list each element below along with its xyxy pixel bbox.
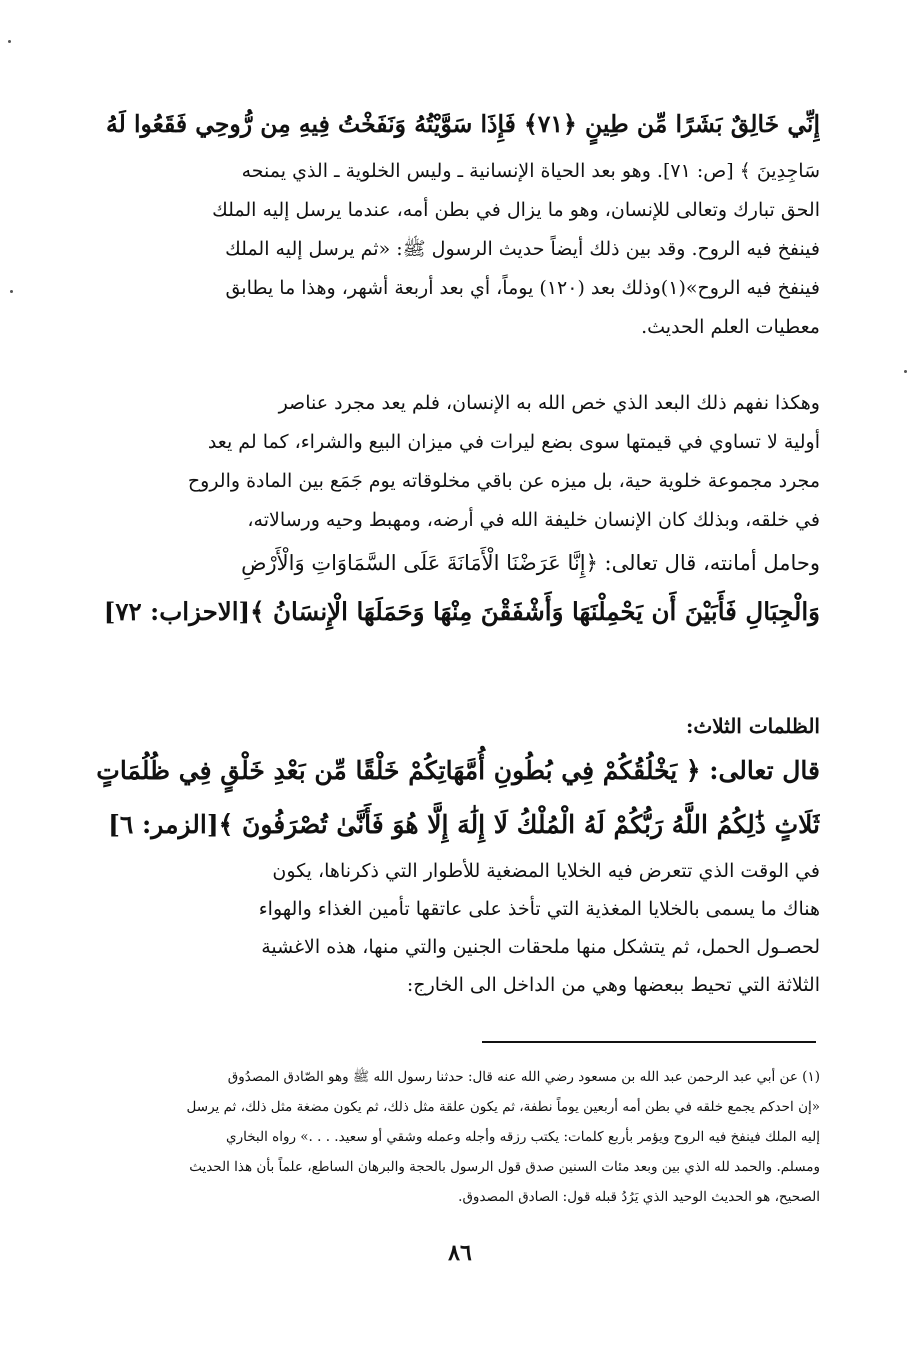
footnote-line: ومسلم. والحمد لله الذي بين وبعد مئات السنين صدق قول الرسول بالحجة والبرهان الساطع، علماً بأن هذا الحديث <box>189 1159 820 1175</box>
body-line: معطيات العلم الحديث. <box>641 316 820 338</box>
quran-verse-line: إِنِّي خَالِقٌ بَشَرًا مِّن طِينٍ ﴿٧١﴾ فَإِذَا سَوَّيْتُهُ وَنَفَخْتُ فِيهِ مِن رُّوحِي فَقَعُوا لَهُ <box>106 110 820 138</box>
body-line: لحصـول الحمل، ثم يتشكل منها ملحقات الجنين والتي منها، هذه الاغشية <box>261 936 820 958</box>
section-1 <box>96 96 820 347</box>
body-line: فينفخ فيه الروح»(١)وذلك بعد (١٢٠) يوماً، أي بعد أربعة أشهر، وهذا ما يطابق <box>225 277 820 299</box>
body-line: في خلقه، وبذلك كان الإنسان خليفة الله في أرضه، ومهبط وحيه ورسالاته، <box>247 509 820 531</box>
quran-verse-line: ثَلَاثٍ ذَٰلِكُمُ اللَّهُ رَبُّكُمْ لَهُ الْمُلْكُ لَا إِلَٰهَ إِلَّا هُوَ فَأَنَّىٰ تُصْرَفُونَ ﴾[الزمر: ٦] <box>108 810 820 839</box>
section-2 <box>96 384 820 638</box>
section-3 <box>96 708 820 1004</box>
scan-speck <box>10 290 13 293</box>
body-line: سَاجِدِينَ ﴾ [ص: ٧١]. وهو بعد الحياة الإنسانية ـ وليس الخلوية ـ الذي يمنحه <box>241 160 820 182</box>
footnote-line: إليه الملك فينفخ فيه الروح ويؤمر بأربع كلمات: يكتب رزقه وأجله وعمله وشقي أو سعيد. . . .» رواه البخاري <box>226 1129 820 1145</box>
scan-speck <box>8 40 11 43</box>
footnote-separator <box>482 1041 816 1043</box>
body-line: أولية لا تساوي في قيمتها سوى بضع ليرات في ميزان البيع والشراء، كما لم يعد <box>207 431 820 453</box>
body-verse-mixed-line: وحامل أمانته، قال تعالى: ﴿إِنَّا عَرَضْنَا الْأَمَانَةَ عَلَى السَّمَاوَاتِ وَالْأَرْضِ <box>241 551 820 575</box>
section-heading: الظلمات الثلاث: <box>686 714 820 738</box>
body-line: وهكذا نفهم ذلك البعد الذي خص الله به الإنسان، فلم يعد مجرد عناصر <box>278 392 820 414</box>
scan-speck <box>904 370 907 373</box>
footnote-line: الصحيح، هو الحديث الوحيد الذي يَرُدُ قبله قول: الصادق المصدوق. <box>458 1189 820 1205</box>
body-line: هناك ما يسمى بالخلايا المغذية التي تأخذ على عاتقها تأمين الغذاء والهواء <box>258 898 820 920</box>
body-line: الثلاثة التي تحيط ببعضها وهي من الداخل الى الخارج: <box>406 974 820 996</box>
body-line: فينفخ فيه الروح. وقد بين ذلك أيضاً حديث الرسول ﷺ: «ثم يرسل إليه الملك <box>225 238 820 260</box>
page-number: ٨٦ <box>448 1240 472 1266</box>
quran-verse-line: قال تعالى: ﴿ يَخْلُقُكُمْ فِي بُطُونِ أُمَّهَاتِكُمْ خَلْقًا مِّن بَعْدِ خَلْقٍ فِي ظُلُمَاتٍ <box>96 756 820 785</box>
body-line: في الوقت الذي تتعرض فيه الخلايا المضغية للأطوار التي ذكرناها، يكون <box>272 860 820 882</box>
quran-verse-line: وَالْجِبَالِ فَأَبَيْنَ أَن يَحْمِلْنَهَا وَأَشْفَقْنَ مِنْهَا وَحَمَلَهَا الْإِنسَانُ ﴾[الاحزاب: ٧٢] <box>103 597 820 626</box>
footnote-line: «إن احدكم يجمع خلقه في بطن أمه أربعين يوماً نطفة، ثم يكون علقة مثل ذلك، ثم يكون مضغة مثل ذلك، ثم يرسل <box>186 1099 820 1115</box>
body-line: الحق تبارك وتعالى للإنسان، وهو ما يزال في بطن أمه، عندما يرسل إليه الملك <box>212 199 820 221</box>
footnote <box>96 1062 820 1212</box>
footnote-line: (١) عن أبي عبد الرحمن عبد الله بن مسعود رضي الله عنه قال: حدثنا رسول الله ﷺ وهو الصّادق المصدُوق <box>227 1069 820 1085</box>
body-line: مجرد مجموعة خلوية حية، بل ميزه عن باقي مخلوقاته يوم جَمَع بين المادة والروح <box>187 470 820 492</box>
